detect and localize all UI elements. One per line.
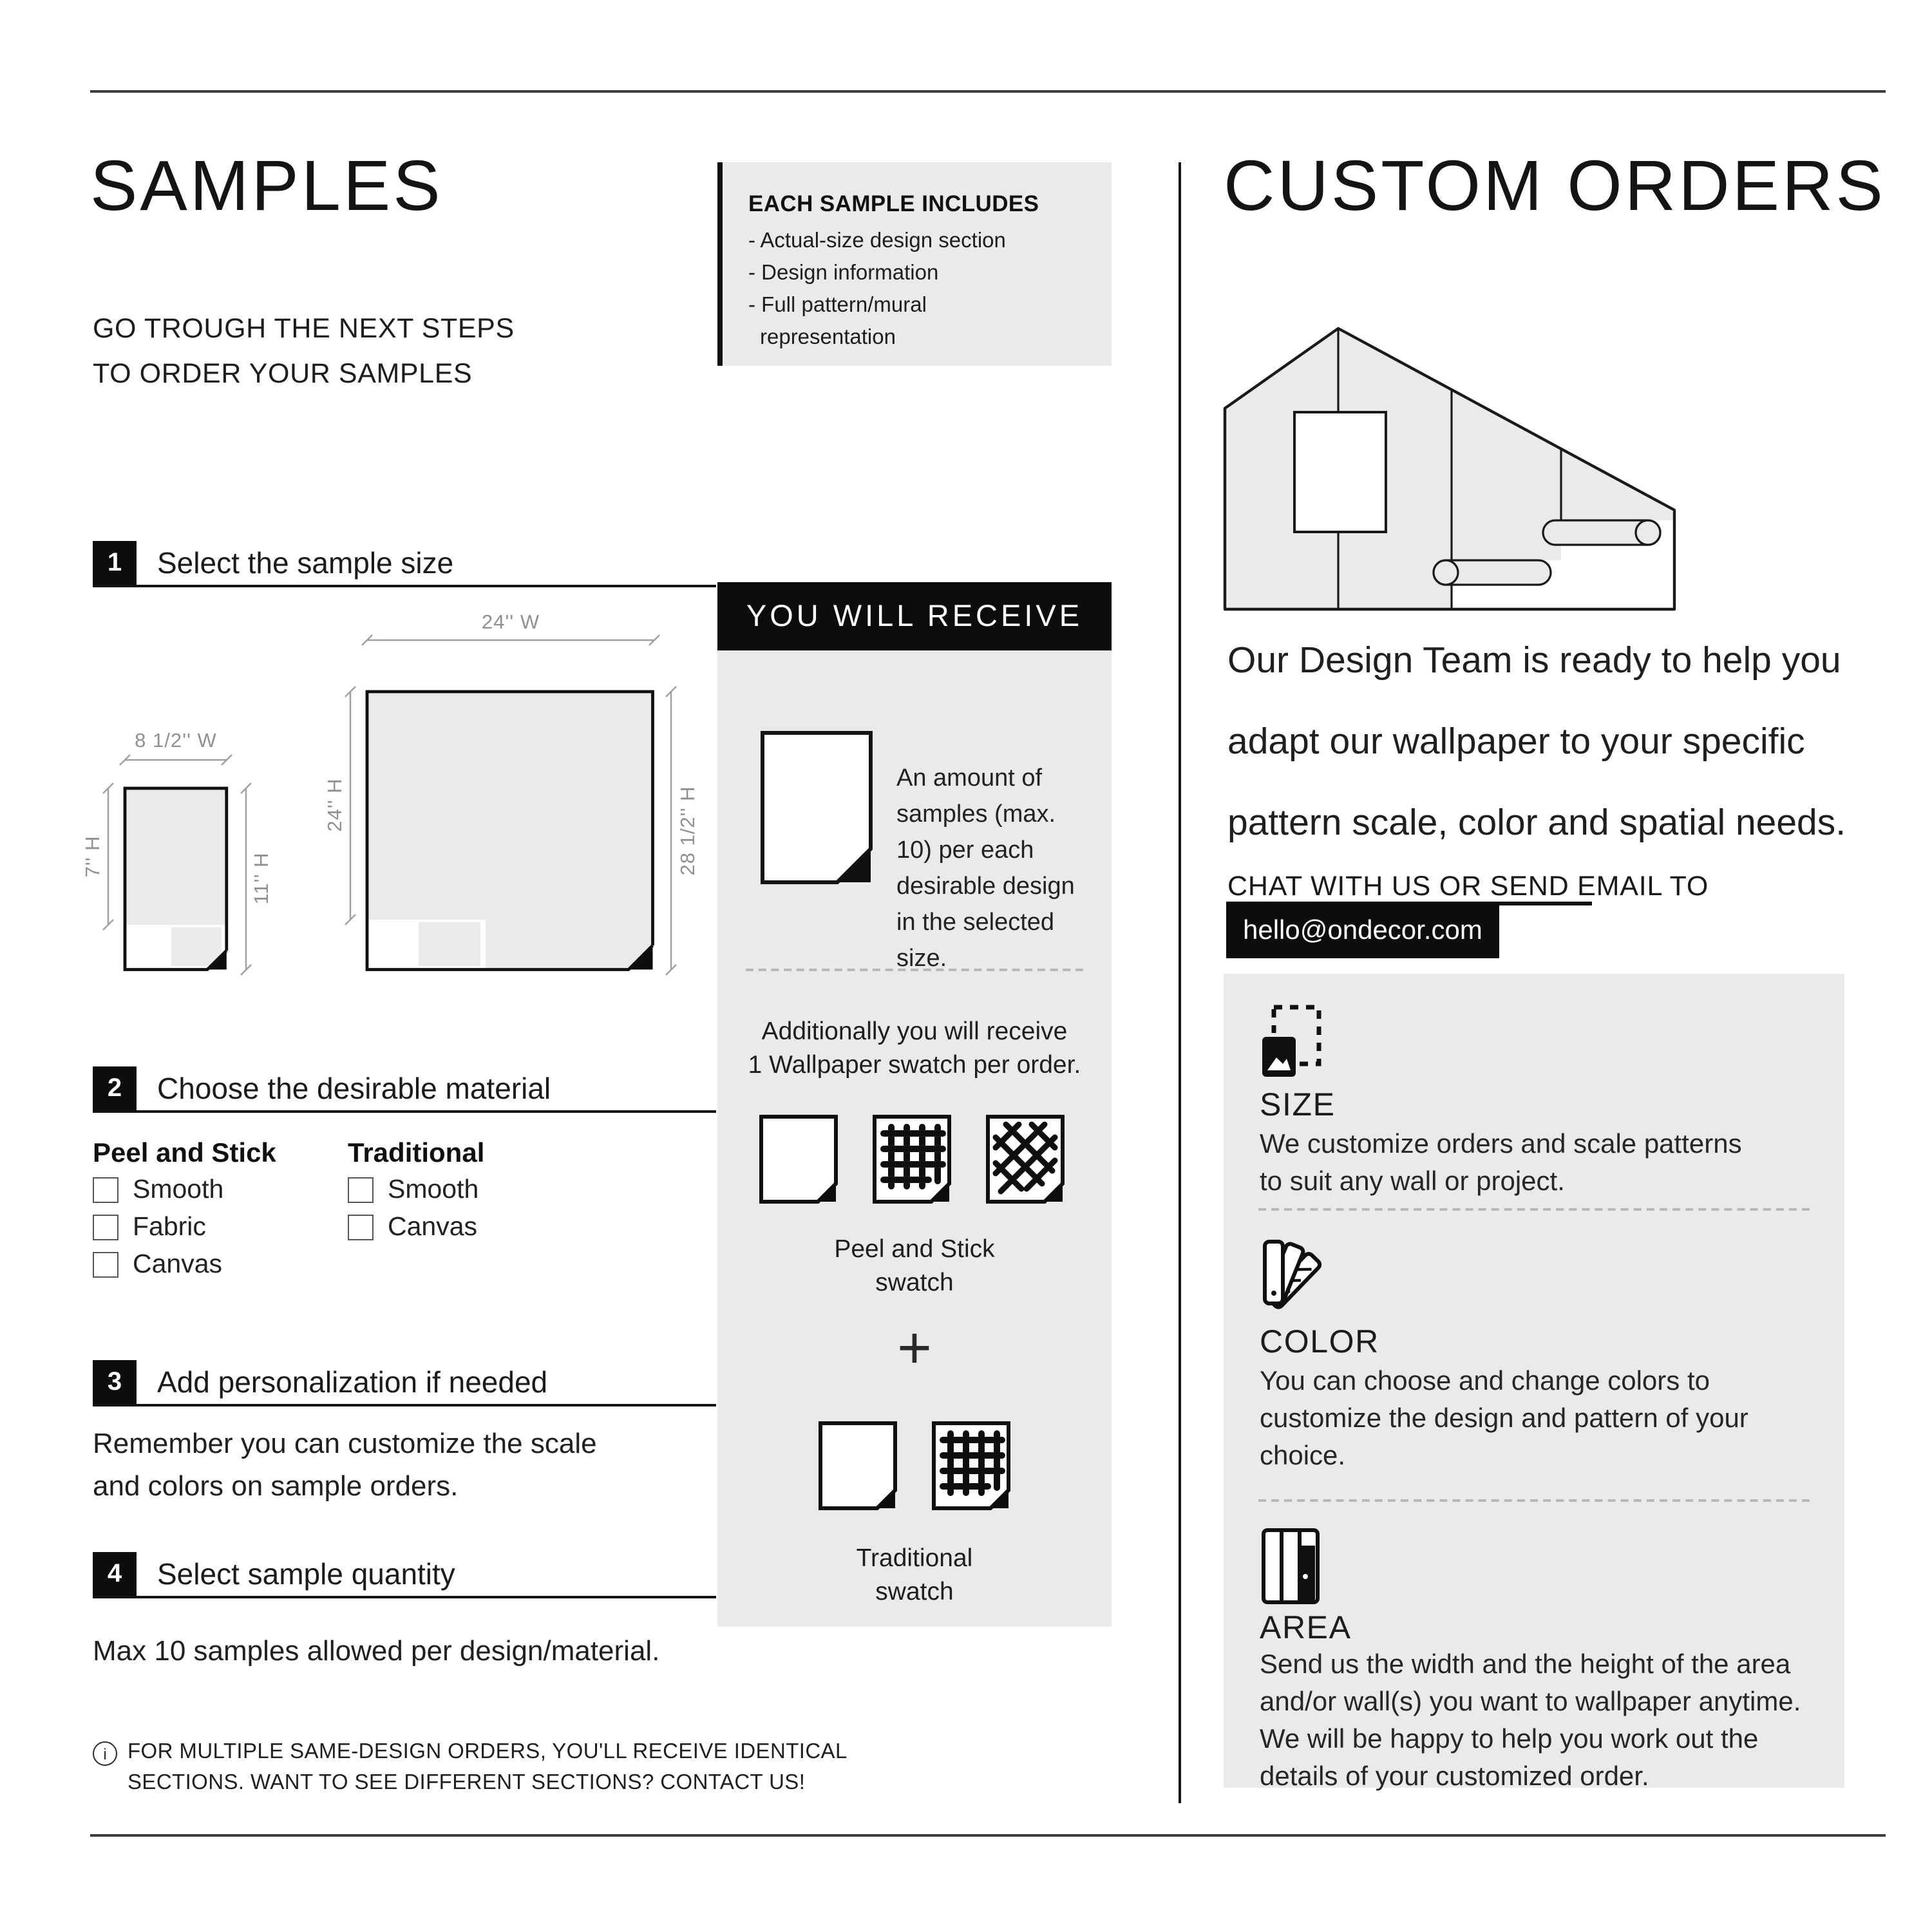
option-trad-canvas <box>348 1212 477 1243</box>
option-trad-canvas-label: Canvas <box>388 1212 478 1242</box>
peel-caption-line2: swatch <box>875 1269 954 1297</box>
window <box>1294 412 1386 532</box>
area-text-line2: and/or wall(s) you want to wallpaper anytime. <box>1260 1687 1801 1717</box>
email-address[interactable]: hello@ondecor.com <box>1226 904 1499 958</box>
footnote-line1: FOR MULTIPLE SAME-DESIGN ORDERS, YOU'LL RECEIVE IDENTICAL <box>128 1740 848 1763</box>
step-3-text-line2: and colors on sample orders. <box>93 1470 459 1502</box>
swatch-crosshatch-icon <box>985 1114 1065 1204</box>
option-peel-fabric-label: Fabric <box>133 1212 206 1242</box>
email-box[interactable] <box>1226 904 1499 958</box>
small-sheet-inner-square <box>171 927 222 966</box>
right-dashed-divider-2 <box>1258 1499 1810 1502</box>
traditional-swatch-caption <box>717 1542 1112 1609</box>
step-1-header <box>93 541 716 587</box>
swatch-plain-icon <box>759 1114 838 1204</box>
area-text-line3: We will be happy to help you work out the <box>1260 1725 1759 1754</box>
step-3-underline <box>93 1404 716 1406</box>
option-peel-canvas <box>93 1249 222 1280</box>
checkbox-peel-fabric[interactable] <box>93 1215 118 1240</box>
checkbox-peel-smooth[interactable] <box>93 1177 118 1203</box>
bottom-rule <box>90 1834 1886 1836</box>
you-will-receive-banner: YOU WILL RECEIVE <box>717 582 1112 650</box>
color-heading: COLOR <box>1260 1324 1379 1360</box>
color-text <box>1260 1363 1748 1475</box>
traditional-caption-line1: Traditional <box>856 1544 973 1573</box>
samples-subtitle-line1: GO TROUGH THE NEXT STEPS <box>93 313 515 344</box>
step-3-number: 3 <box>93 1360 137 1404</box>
dim-label-7h: 7'' H <box>81 835 104 878</box>
step-1-underline <box>93 585 716 587</box>
custom-orders-panel <box>1224 974 1844 1792</box>
swatch-grid-icon <box>872 1114 952 1204</box>
samples-subtitle-line2: TO ORDER YOUR SAMPLES <box>93 358 473 389</box>
sample-size-diagram <box>77 605 747 992</box>
peel-swatch-caption <box>717 1233 1112 1300</box>
samples-subtitle <box>93 307 515 397</box>
step-1-number: 1 <box>93 541 137 585</box>
area-wall-icon <box>1261 1528 1320 1605</box>
step-4-underline <box>93 1596 716 1598</box>
footnote-line2: SECTIONS. WANT TO SEE DIFFERENT SECTIONS? CONTACT US! <box>128 1771 806 1794</box>
traditional-caption-line2: swatch <box>875 1578 954 1606</box>
option-peel-smooth-label: Smooth <box>133 1175 224 1204</box>
checkbox-trad-canvas[interactable] <box>348 1215 374 1240</box>
includes-item-4: representation <box>760 326 896 349</box>
includes-item-3: - Full pattern/mural <box>748 294 927 317</box>
includes-title: EACH SAMPLE INCLUDES <box>748 191 1039 216</box>
each-sample-includes-box <box>717 162 1112 366</box>
color-swatch-fan-icon <box>1260 1234 1332 1311</box>
info-icon: i <box>93 1741 117 1766</box>
dim-label-85w: 8 1/2'' W <box>135 729 217 752</box>
receive-panel <box>717 650 1112 1627</box>
step-2-number: 2 <box>93 1066 137 1110</box>
size-text-line1: We customize orders and scale patterns <box>1260 1130 1742 1159</box>
swatch-plain-icon-2 <box>818 1421 898 1511</box>
color-text-line3: choice. <box>1260 1441 1346 1471</box>
size-text <box>1260 1126 1742 1200</box>
paragraph-line1: Our Design Team is ready to help you <box>1227 640 1841 681</box>
peel-caption-line1: Peel and Stick <box>834 1235 995 1264</box>
sample-page-icon <box>760 730 873 885</box>
page-title-custom-orders: CUSTOM ORDERS <box>1224 146 1886 225</box>
dim-label-24h: 24'' H <box>323 778 346 832</box>
step-3-text <box>93 1422 597 1507</box>
column-divider <box>1179 162 1181 1803</box>
step-2-label: Choose the desirable material <box>157 1072 551 1105</box>
step-3-label: Add personalization if needed <box>157 1365 548 1399</box>
option-peel-smooth <box>93 1175 223 1206</box>
right-dashed-divider-1 <box>1258 1208 1810 1211</box>
paragraph-line2: adapt our wallpaper to your specific <box>1227 721 1805 762</box>
option-peel-canvas-label: Canvas <box>133 1249 223 1279</box>
dim-label-28h: 28 1/2'' H <box>676 786 699 876</box>
paragraph-line3: pattern scale, color and spatial needs. <box>1227 802 1846 844</box>
material-peel-title: Peel and Stick <box>93 1139 276 1168</box>
option-trad-smooth-label: Smooth <box>388 1175 479 1204</box>
chat-label: CHAT WITH US OR SEND EMAIL TO <box>1227 871 1709 902</box>
color-text-line2: customize the design and pattern of your <box>1260 1404 1748 1434</box>
step-4-header <box>93 1552 716 1598</box>
step-2-underline <box>93 1110 716 1113</box>
large-sheet-band-right <box>486 920 652 969</box>
includes-item-2: - Design information <box>748 261 939 285</box>
step-2-header <box>93 1066 716 1113</box>
area-text-line1: Send us the width and the height of the area <box>1260 1650 1791 1680</box>
middle-dashed-divider-1 <box>746 969 1083 971</box>
material-traditional-title: Traditional <box>348 1139 485 1168</box>
color-text-line1: You can choose and change colors to <box>1260 1367 1710 1396</box>
additional-line1: Additionally you will receive <box>761 1018 1068 1046</box>
step-4-label: Select sample quantity <box>157 1557 455 1591</box>
step-3-text-line1: Remember you can customize the scale <box>93 1427 597 1459</box>
page-title-samples: SAMPLES <box>90 146 443 225</box>
swatch-grid-icon-2 <box>931 1421 1011 1511</box>
area-heading: AREA <box>1260 1610 1352 1646</box>
large-sheet-inner-square <box>419 922 480 966</box>
dim-label-11h: 11'' H <box>250 852 272 905</box>
area-text <box>1260 1646 1801 1795</box>
top-rule <box>90 90 1886 92</box>
size-crop-icon <box>1260 1005 1321 1079</box>
plus-sign: + <box>897 1314 932 1381</box>
step-1-label: Select the sample size <box>157 546 454 580</box>
step-3-header <box>93 1360 716 1406</box>
size-text-line2: to suit any wall or project. <box>1260 1167 1565 1197</box>
checkbox-peel-canvas[interactable] <box>93 1252 118 1278</box>
step-4-text: Max 10 samples allowed per design/material. <box>93 1634 660 1667</box>
step-4-number: 4 <box>93 1552 137 1596</box>
dim-label-24w: 24'' W <box>481 611 540 633</box>
additional-line2: 1 Wallpaper swatch per order. <box>748 1051 1081 1079</box>
receive-text: An amount of samples (max. 10) per each desirable design in the selected size. <box>896 765 1075 972</box>
house-wallpaper-illustration <box>1217 322 1681 618</box>
size-heading: SIZE <box>1260 1087 1336 1123</box>
option-peel-fabric <box>93 1212 206 1243</box>
area-text-line4: details of your customized order. <box>1260 1762 1649 1792</box>
checkbox-trad-smooth[interactable] <box>348 1177 374 1203</box>
option-trad-smooth <box>348 1175 478 1206</box>
design-team-paragraph <box>1227 621 1846 864</box>
includes-item-1: - Actual-size design section <box>748 229 1006 252</box>
additional-text <box>717 1015 1112 1082</box>
